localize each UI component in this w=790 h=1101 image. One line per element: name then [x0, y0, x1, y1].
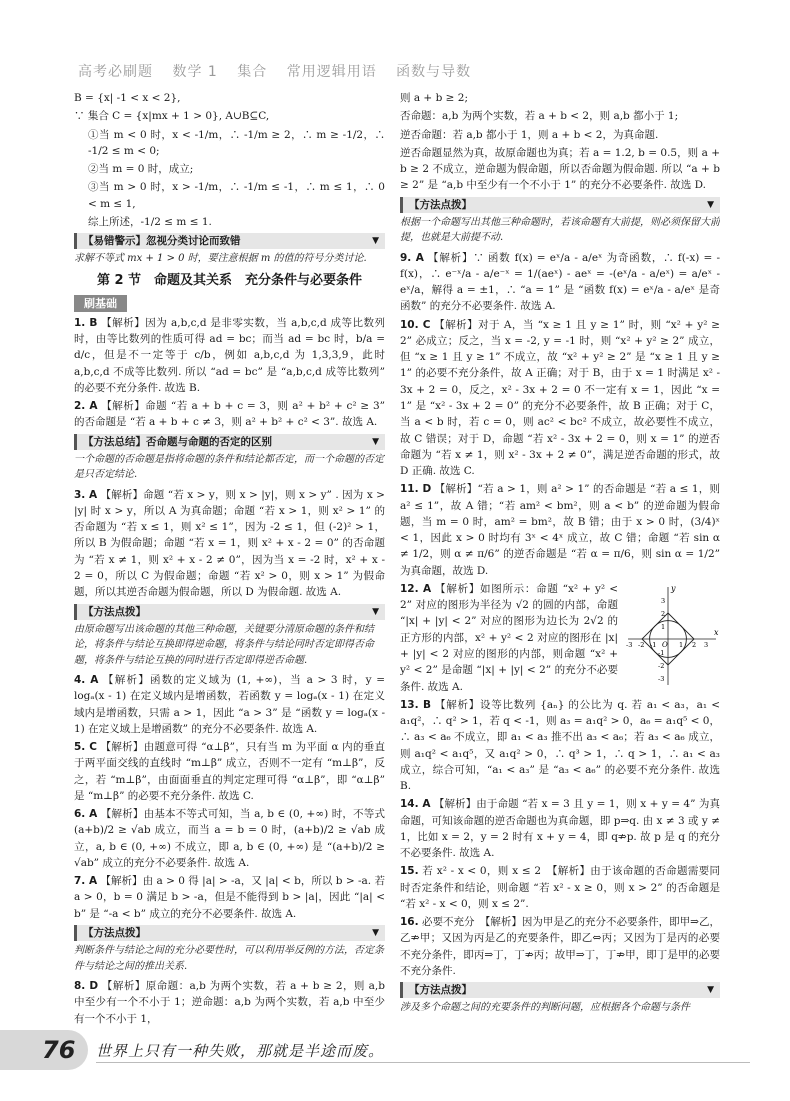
header-topic-3: 函数与导数 [396, 64, 472, 80]
y-tick: 2 [661, 609, 666, 618]
y-axis-label: y [671, 583, 676, 593]
answer-number: 14. A [400, 798, 431, 811]
answer-item [400, 914, 720, 979]
text-line: ③当 m > 0 时，x > -1/m，∴ -1/m ≤ -1，∴ m ≤ 1，∴ 0 < m ≤ 1, [88, 181, 385, 210]
answer-item [74, 672, 385, 737]
origin-label: O [662, 640, 668, 649]
x-tick: -3 [626, 640, 633, 649]
tip-title: 【易错警示】忽视分类讨论而致错 [83, 235, 241, 248]
right-column [400, 90, 720, 1040]
text-line: 则 a + b ≥ 2; [400, 92, 468, 104]
triangle-down-icon: ▼ [372, 606, 379, 617]
text-line: ∵ 集合 C = {x|mx + 1 > 0}, A∪B⊆C, [74, 110, 270, 123]
answer-item [400, 697, 720, 795]
tip-header [400, 197, 720, 213]
tip-header [74, 434, 385, 450]
tip-title: 【方法点拨】 [409, 984, 472, 997]
header-topic-1: 集合 [237, 64, 268, 80]
answer-item [74, 398, 385, 431]
text-line: B = {x| -1 < x < 2}, [74, 92, 181, 104]
answer-text: 【解析】“若 a > 1，则 a² > 1” 的否命题是 “若 a ≤ 1，则 a² ≤ 1”，故 A 错；“若 am² < bm²，则 a < b” 的逆命题为假命题，当 m = 0 时，am² = bm²，故 B 错；由于 x > 0 时，(3/4)ˣ < 1，因此 x > 0 时均有 3ˣ < 4ˣ 成立，故 C 错；命题 “若 sin α ≠ 1/2，则 α ≠ π/6” 的逆否命题是 “若 α = π/6，则 sin α = 1/2” 为真命题，故选 D. [400, 483, 720, 577]
tip-header [74, 925, 385, 941]
tip-body: 求解不等式 mx + 1 > 0 时，要注意根据 m 的值的符号分类讨论. [74, 253, 367, 265]
tip-body: 由原命题写出该命题的其他三种命题，关键要分清原命题的条件和结论，将条件与结论互换即得逆命题，将条件与结论同时否定即得否命题，将条件与结论互换的同时进行否定即得逆否命题. [74, 623, 374, 666]
triangle-down-icon: ▼ [372, 436, 379, 447]
answer-item [74, 315, 385, 396]
footer-motto: 世界上只有一种失败，那就是半途而废。 [96, 1042, 385, 1060]
tip-body: 一个命题的否命题是指将命题的条件和结论都否定，而一个命题的否定是只否定结论. [74, 453, 384, 481]
x-tick: 1 [679, 640, 684, 649]
x-axis-label: x [714, 627, 719, 637]
answer-number: 11. D [400, 483, 432, 496]
circle-square-figure [624, 581, 720, 689]
tip-header [400, 982, 720, 998]
text-line: 逆否命题显然为真，故原命题也为真；若 a = 1.2, b = 0.5，则 a + b ≥ 2 不成立，逆命题为假命题，所以否命题为假命题. 所以 “a + b ≥ 2” 是 “a,b 中至少有一个不小于 1” 的充分不必要条件. 故选 D. [400, 146, 720, 192]
header-book: 高考必刷题 [78, 64, 153, 80]
y-tick: -1 [658, 648, 665, 657]
y-tick: -2 [658, 661, 665, 670]
answer-text: 【解析】由基本不等式可知，当 a, b ∈ (0, +∞) 时，不等式 (a+b)/2 ≥ √ab 成立，而当 a = b = 0 时，(a+b)/2 ≥ √ab 成立，a, b ∈ (0, +∞) 不成立，即 a, b ∈ (0, +∞) 是 “(a+b)/2 ≥ √ab” 成立的充分不必要条件. 故选 A. [74, 808, 385, 869]
answer-text: 【解析】如图所示：命题 “x² + y² < 2” 对应的图形为半径为 √2 的圆的内部，命题 “|x| + |y| < 2” 对应的图形为边长为 2√2 的正方形的内部，x² + y² < 2 对应的图形在 |x| + |y| < 2 对应的图形的内部，则命题 “x² + y² < 2” 是命题 “|x| + |y| < 2” 的充分不必要条件. 故选 A. [400, 582, 618, 693]
tip-body: 根据一个命题写出其他三种命题时，若该命题有大前提，则必须保留大前提，也就是大前提不动. [400, 216, 720, 244]
answer-number: 4. A [74, 674, 99, 687]
answer-text: 【解析】函数的定义域为 (1, +∞)，当 a > 3 时，y = logₐ(x - 1) 在定义域内是增函数，若函数 y = logₐ(x - 1) 在定义域内是增函数，只需 a > 1，因此 “a > 3” 是 “函数 y = logₐ(x - 1) 在定义域上是增函数” 的充分不必要条件. 故选 A. [74, 674, 385, 735]
section-title: 第 2 节 命题及其关系 充分条件与必要条件 [96, 272, 363, 288]
answer-item [400, 317, 720, 480]
header-topic-2: 常用逻辑用语 [286, 64, 377, 80]
page-number: 76 [42, 1036, 76, 1064]
tip-title: 【方法点拨】 [83, 927, 146, 940]
footer-divider [96, 1062, 750, 1063]
answer-item [400, 581, 720, 695]
triangle-down-icon: ▼ [707, 985, 714, 996]
triangle-down-icon: ▼ [372, 928, 379, 939]
y-tick: 3 [661, 596, 666, 605]
x-tick: 3 [704, 640, 709, 649]
answer-item [400, 796, 720, 861]
x-tick: -1 [650, 640, 657, 649]
answer-text: 若 x² - x < 0，则 x ≤ 2 【解析】由于该命题的否命题需要同时否定条件和结论，则命题 “若 x² - x ≥ 0，则 x > 2” 的否命题是 “若 x² - x < 0，则 x ≤ 2”. [400, 865, 720, 910]
answer-number: 13. B [400, 698, 431, 711]
answer-item [400, 481, 720, 579]
answer-item [400, 250, 720, 315]
answer-text: 【解析】由于命题 “若 x = 3 且 y = 1，则 x + y = 4” 为真命题，可知该命题的逆否命题也为真命题，即 p⇒q. 由 x ≠ 3 或 y ≠ 1，比如 x = 2，y = 2 时有 x + y = 4，即 q⇏p. 故 p 是 q 的充分不必要条件. 故选 A. [400, 798, 720, 860]
answer-item [400, 863, 720, 912]
triangle-down-icon: ▼ [372, 236, 379, 247]
text-line: 综上所述，-1/2 ≤ m ≤ 1. [88, 215, 212, 228]
text-line: ①当 m < 0 时，x < -1/m，∴ -1/m ≥ 2，∴ m ≥ -1/2，∴ -1/2 ≤ m < 0; [88, 128, 385, 157]
tip-title: 【方法点拨】 [409, 198, 472, 211]
answer-item [74, 873, 385, 922]
text-line: 逆否命题：若 a,b 都小于 1，则 a + b < 2，为真命题. [400, 128, 659, 141]
y-tick: 1 [661, 622, 666, 631]
tip-header [74, 233, 385, 249]
answer-item [74, 978, 385, 1027]
answer-number: 12. A [400, 582, 432, 595]
answer-number: 3. A [74, 488, 98, 501]
x-tick: 2 [692, 640, 697, 649]
section-badge: 刷基础 [74, 295, 127, 312]
answer-number: 7. A [74, 875, 98, 888]
tip-body: 判断条件与结论之间的充分必要性时，可以利用举反例的方法，否定条件与结论之间的推出关系. [74, 945, 384, 972]
answer-number: 1. B [74, 316, 98, 329]
answer-item [74, 739, 385, 804]
y-tick: -3 [658, 674, 665, 683]
answer-number: 5. C [74, 741, 97, 754]
answer-item [74, 806, 385, 871]
answer-number: 10. C [400, 318, 431, 331]
header-volume: 数学 1 [172, 64, 218, 80]
answer-number: 16. [400, 916, 419, 929]
answer-number: 2. A [74, 400, 98, 413]
answer-text: 【解析】由 a > 0 得 |a| > -a，又 |a| < b，所以 b > -a. 若 a > 0，b = 0 满足 b > -a，但是不能得到 b > |a|，因此 “|a| < b” 是 “-a < b” 成立的充分不必要条件. 故选 A. [74, 875, 385, 920]
x-tick: -2 [638, 640, 645, 649]
answer-item [74, 487, 385, 601]
page-header [78, 62, 750, 84]
tip-header [74, 604, 385, 620]
answer-text: 【解析】对于 A，当 “x ≥ 1 且 y ≥ 1” 时，则 “x² + y² ≥ 2” 必成立；反之，当 x = -2, y = -1 时，则 “x² + y² ≥ 2” 成立，但 “x ≥ 1 且 y ≥ 1” 不成立，故 “x² + y² ≥ 2” 是 “x ≥ 1 且 y ≥ 1” 的必要不充分条件，故 A 正确；对于 B，由于 x = 1 时满足 x² - 3x + 2 = 0，反之，x² - 3x + 2 = 0 不一定有 x = 1，因此 “x = 1” 是 “x² - 3x + 2 = 0” 的充分不必要条件，故 B 正确；对于 C，当 a < b 时，若 c = 0，则 ac² < bc² 不成立，故必要性不成立，故 C 错误；对于 D，命题 “若 x² - 3x + 2 = 0，则 x = 1” 的逆否命题为 “若 x ≠ 1，则 x² - 3x + 2 ≠ 0”，满足逆否命题的形式，故 D 正确. 故选 C. [400, 318, 720, 478]
answer-text: 【解析】命题 “若 a + b + c = 3，则 a² + b² + c² ≥ 3” 的否命题是 “若 a + b + c ≠ 3，则 a² + b² + c² < 3”. 故选 A. [74, 400, 385, 429]
tip-title: 【方法点拨】 [83, 605, 146, 618]
left-column [74, 90, 385, 1040]
answer-text: 必要不充分 【解析】因为甲是乙的充分不必要条件，即甲⇒乙，乙⇏甲；又因为丙是乙的充要条件，即乙⇔丙；又因为丁是丙的必要不充分条件，即丙⇒丁，丁⇏丙；故甲⇒丁，丁⇏甲，即丁是甲的必要不充分条件. [400, 916, 720, 978]
tip-title: 【方法总结】否命题与命题的否定的区别 [83, 435, 272, 448]
answer-text: 【解析】因为 a,b,c,d 是非零实数，当 a,b,c,d 成等比数列时，由等比数列的性质可得 ad = bc；而当 ad = bc 时，b/a = d/c，但是不一定等于 c/b，例如 a,b,c,d 为 1,3,3,9，此时 a,b,c,d 不成等比数列. 所以 “ad = bc” 是 “a,b,c,d 成等比数列” 的必要不充分条件. 故选 B. [74, 316, 385, 394]
answer-text: 【解析】由题意可得 “α⊥β”，只有当 m 为平面 α 内的垂直于两平面交线的直线时 “m⊥β” 成立，否则不一定有 “m⊥β”，反之，若 “m⊥β”，由面面垂直的判定定理可得 “α⊥β”，即 “α⊥β” 是 “m⊥β” 的必要不充分条件. 故选 C. [74, 741, 385, 802]
answer-text: 【解析】原命题：a,b 为两个实数，若 a + b ≥ 2，则 a,b 中至少有一个不小于 1；逆命题：a,b 为两个实数，若 a,b 中至少有一个不小于 1， [74, 980, 385, 1025]
tip-body: 涉及多个命题之间的充要条件的判断问题，应根据各个命题与条件 [400, 1002, 690, 1014]
answer-number: 15. [400, 865, 419, 878]
answer-number: 6. A [74, 808, 98, 821]
answer-text: 【解析】∵ 函数 f(x) = eˣ/a - a/eˣ 为奇函数，∴ f(-x) = -f(x)，∴ e⁻ˣ/a - a/e⁻ˣ = 1/(aeˣ) - aeˣ = -(eˣ/a - a/eˣ) = a/eˣ - eˣ/a，解得 a = ±1，∴ “a = 1” 是 “函数 f(x) = eˣ/a - a/eˣ 是奇函数” 的充分不必要条件. 故选 A. [400, 251, 720, 313]
answer-text: 【解析】设等比数列 {aₙ} 的公比为 q. 若 a₁ < a₃，a₁ < a₁q²，∴ q² > 1，若 q < -1，则 a₃ = a₁q² > 0，a₆ = a₁q⁵ < 0，∴ a₃ < a₆ 不成立，即 a₁ < a₃ 推不出 a₃ < a₆；若 a₃ < a₆ 成立，则 a₁q² < a₁q⁵，又 a₁q² > 0，∴ q³ > 1，∴ q > 1，∴ a₁ < a₃ 成立，综合可知，“a₁ < a₃” 是 “a₃ < a₆” 的必要不充分条件. 故选 B. [400, 698, 720, 793]
text-line: 否命题：a,b 为两个实数，若 a + b < 2，则 a,b 都小于 1; [400, 110, 679, 123]
answer-text: 【解析】命题 “若 x > y，则 x > |y|，则 x > y” . 因为 x > |y| 时 x > y，所以 A 为真命题；命题 “若 x > 1，则 x² > 1” 的否命题为 “若 x ≤ 1，则 x² ≤ 1”，因为 -2 ≤ 1，但 (-2)² > 1，所以 B 为假命题；命题 “若 x = 1，则 x² + x - 2 = 0” 的否命题为 “若 x ≠ 1，则 x² + x - 2 ≠ 0”，因为当 x = -2 时，x² + x - 2 = 0，所以 C 为假命题；命题 “若 x² > 0，则 x > 1” 为假命题，所以其逆否命题为假命题，所以 D 为假命题. 故选 A. [74, 488, 385, 599]
answer-number: 9. A [400, 251, 424, 264]
triangle-down-icon: ▼ [707, 199, 714, 210]
text-line: ②当 m = 0 时，成立; [88, 163, 194, 176]
answer-number: 8. D [74, 980, 99, 993]
